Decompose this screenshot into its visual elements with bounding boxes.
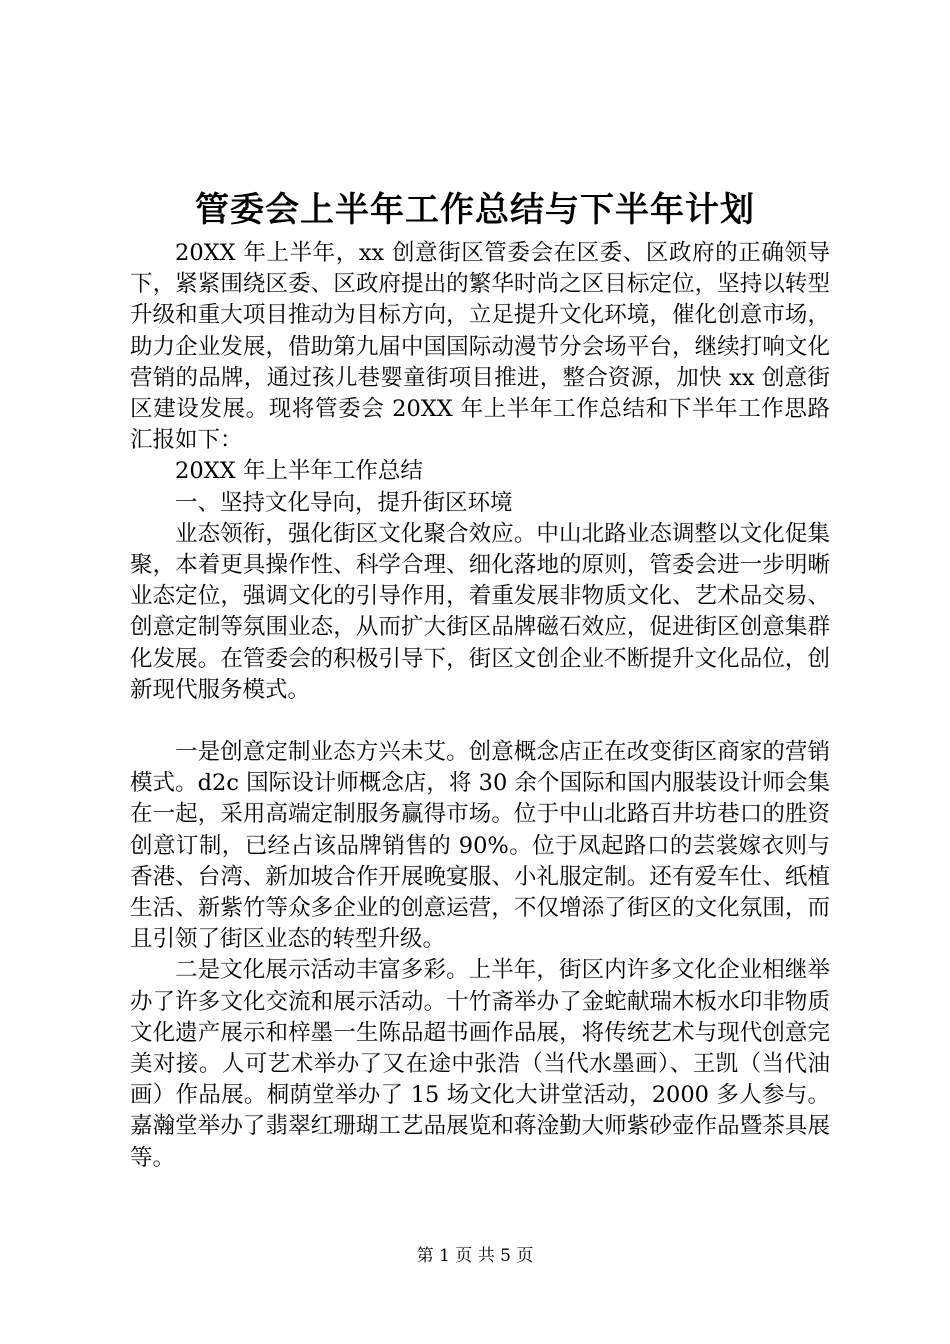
section-heading-summary: 20XX 年上半年工作总结 — [175, 458, 423, 485]
document-title: 管委会上半年工作总结与下半年计划 — [195, 190, 755, 230]
paragraph-cultural-events: 二是文化展示活动丰富多彩。上半年，街区内许多文化企业相继举办了许多文化交流和展示活动。十竹斋举办了金蛇献瑞木板水印非物质文化遗产展示和梓墨一生陈品超书画作品展，将传统艺术与现代创意完美对接。人可艺术举办了又在途中张浩（当代水墨画）、王凯（当代油画）作品展。桐荫堂举办了 15 场文化大讲堂活动，2000 多人参与。嘉瀚堂举办了翡翠红珊瑚工艺品展览和蒋淦勤大师紫砂壶作品暨茶具展等。 — [130, 957, 830, 1171]
document-body — [130, 238, 830, 1174]
page-footer: 第 1 页 共 5 页 — [416, 1246, 534, 1266]
paragraph-culture-focus: 业态领衔，强化街区文化聚合效应。中山北路业态调整以文化促集聚，本着更具操作性、科学合理、细化落地的原则，管委会进一步明晰业态定位，强调文化的引导作用，着重发展非物质文化、艺术品交易、创意定制等氛围业态，从而扩大街区品牌磁石效应，促进街区创意集群化发展。在管委会的积极引导下，街区文创企业不断提升文化品位，创新现代服务模式。 — [130, 520, 830, 703]
paragraph-intro: 20XX 年上半年，xx 创意街区管委会在区委、区政府的正确领导下，紧紧围绕区委、区政府提出的繁华时尚之区目标定位，坚持以转型升级和重大项目推动为目标方向，立足提升文化环境，催化创意市场，助力企业发展，借助第九届中国国际动漫节分会场平台，继续打响文化营销的品牌，通过孩儿巷婴童街项目推进，整合资源，加快 xx 创意街区建设发展。现将管委会 20XX 年上半年工作总结和下半年工作思路汇报如下： — [130, 240, 830, 454]
section-heading-one: 一、坚持文化导向，提升街区环境 — [175, 489, 513, 516]
paragraph-custom-retail: 一是创意定制业态方兴未艾。创意概念店正在改变街区商家的营销模式。d2c 国际设计师概念店，将 30 余个国际和国内服装设计师会集在一起，采用高端定制服务赢得市场。位于中山北路百井坊巷口的胜资创意订制，已经占该品牌销售的 90%。位于凤起路口的芸裳嫁衣则与香港、台湾、新加坡合作开展晚宴服、小礼服定制。还有爱车仕、纸植生活、新紫竹等众多企业的创意运营，不仅增添了街区的文化氛围，而且引领了街区业态的转型升级。 — [130, 739, 830, 953]
